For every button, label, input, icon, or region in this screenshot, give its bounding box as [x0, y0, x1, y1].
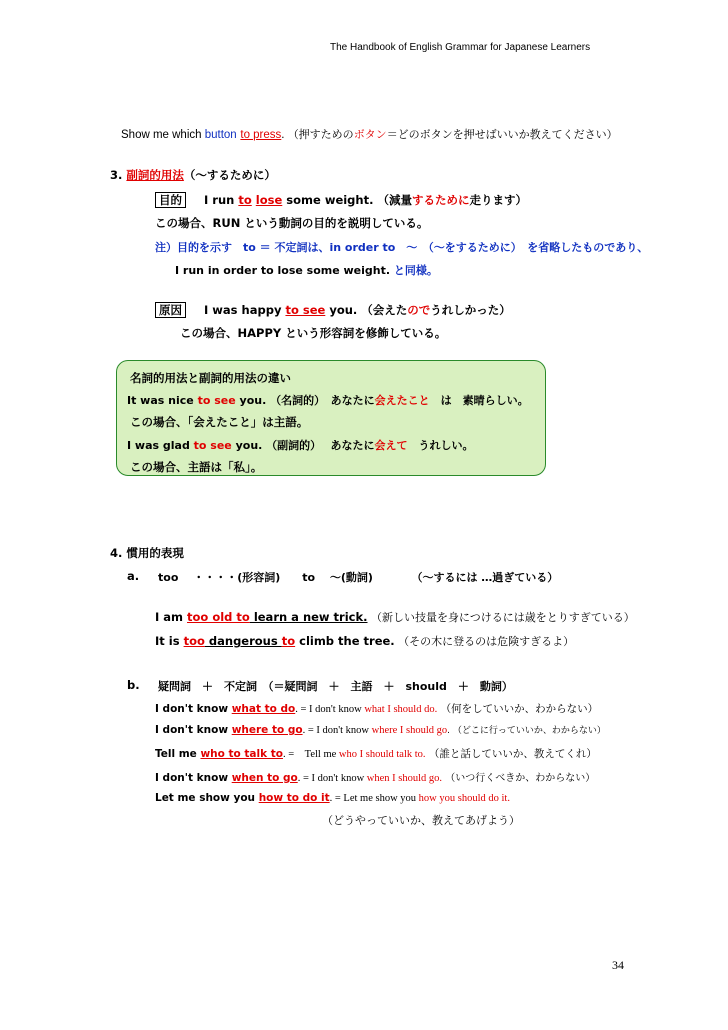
comparison-l3-d: 会えて	[374, 439, 408, 452]
section3-heading-title: 副詞的用法	[126, 168, 184, 182]
b4-b: when to go	[231, 772, 298, 784]
b4-c: . = I don't know	[297, 773, 367, 784]
b4-e: （いつ行くべきか、わからない）	[442, 773, 596, 784]
purpose-label: 目的	[155, 192, 186, 208]
wh-example-2	[155, 723, 606, 736]
comparison-line-noun	[127, 392, 529, 408]
a2-b: too	[183, 634, 205, 648]
intro-ja-a: （押すための	[287, 128, 354, 141]
intro-en-button: button	[204, 129, 237, 141]
comparison-line-adverb	[127, 437, 474, 453]
comparison-title: 名詞的用法と副詞的用法の違い	[130, 371, 291, 385]
cause-ex-b: to see	[285, 303, 326, 317]
a1-b: too old to	[187, 610, 250, 624]
a2-e: climb the tree.	[295, 634, 395, 648]
b2-d: where I should go	[371, 725, 448, 736]
b2-b: where to go	[231, 724, 303, 736]
section4-heading: 4. 慣用的表現	[110, 546, 184, 560]
intro-ja-b: ボタン	[353, 128, 387, 141]
comparison-l3-a: I was glad	[127, 439, 194, 452]
b1-e: （何をしていいか、わからない）	[437, 703, 599, 715]
cause-label: 原因	[155, 302, 186, 318]
wh-example-1	[155, 701, 598, 716]
pattern-b: 疑問詞 ＋ 不定詞 （＝疑問詞 ＋ 主語 ＋ should ＋ 動詞）	[158, 680, 513, 693]
b3-c: . = Tell me	[282, 749, 339, 760]
comparison-l3-e: うれしい。	[407, 439, 474, 452]
b4-d: when I should go.	[366, 773, 443, 784]
in-order-to-en: I run in order to lose some weight.	[175, 264, 391, 277]
wh-example-4	[155, 769, 595, 784]
pattern-a-label: a.	[127, 569, 140, 583]
a2-d: to	[281, 634, 296, 648]
intro-sentence	[121, 126, 618, 142]
too-example-2	[155, 633, 574, 649]
intro-en-a: Show me which	[121, 129, 205, 141]
in-order-to-ja: と同様。	[390, 264, 438, 277]
b3-a: Tell me	[155, 748, 201, 760]
b5-b: how to do it	[258, 792, 330, 804]
pattern-a: too ・・・・(形容詞) to ～(動詞) （～するには …過ぎている）	[158, 571, 559, 584]
page-number: 34	[612, 958, 624, 972]
purpose-ex-to: to	[238, 193, 252, 207]
cause-ex-e: うれしかった）	[430, 303, 511, 317]
b5-c: . = Let me show you	[329, 793, 419, 804]
section3-heading-rest: （～するために）	[183, 168, 276, 182]
a2-a: It is	[155, 634, 184, 648]
purpose-ex-b: some weight. （減量	[282, 193, 412, 207]
infinitive-note: 注）目的を示す to ＝ 不定詞は、in order to ～ （～をするために） を省略したものであり、	[155, 241, 649, 254]
comparison-line-noun-note: この場合、「会えたこと」は主語。	[130, 415, 309, 429]
b2-a: I don't know	[155, 724, 232, 736]
intro-en-topress: to press	[240, 129, 282, 141]
comparison-l1-c: you. （名詞的） あなたに	[235, 394, 375, 407]
too-example-1	[155, 609, 635, 625]
comparison-line-adverb-note: この場合、主語は「私」。	[130, 460, 263, 474]
b1-b: what to do	[231, 703, 296, 715]
comparison-l1-b: to see	[197, 394, 236, 407]
a1-d: （新しい技量を身につけるには歳をとりすぎている）	[367, 611, 635, 624]
wh-example-5	[155, 792, 510, 804]
b2-e: . （どこに行っていいか、わからない）	[447, 726, 606, 736]
b1-c: . = I don't know	[295, 704, 365, 715]
comparison-l1-d: 会えたこと	[374, 394, 430, 407]
page-header: The Handbook of English Grammar for Japanese Learners	[330, 42, 591, 53]
comparison-l3-b: to see	[193, 439, 232, 452]
b3-b: who to talk to	[200, 748, 283, 760]
purpose-ex-c: するために	[411, 193, 470, 207]
pattern-b-label: b.	[127, 678, 140, 692]
cause-ex-c: you. （会えた	[325, 303, 408, 317]
b4-a: I don't know	[155, 772, 232, 784]
b5-d: how you should do it.	[418, 793, 510, 804]
a1-c: learn a new trick.	[249, 610, 368, 624]
comparison-l3-c: you. （副詞的） あなたに	[231, 439, 375, 452]
intro-en-dot: .	[281, 129, 288, 141]
b5-a: Let me show you	[155, 792, 259, 804]
purpose-note: この場合、RUN という動詞の目的を説明している。	[155, 216, 429, 230]
b1-d: what I should do.	[364, 704, 438, 715]
purpose-ex-d: 走ります）	[469, 193, 527, 207]
cause-ex-d: ので	[407, 303, 431, 317]
wh-example-3	[155, 746, 597, 761]
a2-f: （その木に登るのは危険すぎるよ）	[394, 635, 575, 648]
intro-ja-c: ＝どのボタンを押せばいいか教えてください）	[386, 128, 618, 141]
b3-d: who I should talk to.	[338, 749, 426, 760]
section3-heading-num: 3.	[110, 168, 127, 182]
b2-c: . = I don't know	[302, 725, 372, 736]
purpose-example	[155, 192, 527, 208]
b1-a: I don't know	[155, 703, 232, 715]
a1-a: I am	[155, 610, 188, 624]
section3-heading	[110, 167, 276, 183]
cause-example	[155, 302, 511, 318]
purpose-ex-lose: lose	[255, 193, 283, 207]
cause-note: この場合、HAPPY という形容詞を修飾している。	[180, 326, 447, 340]
cause-ex-a: I was happy	[204, 303, 286, 317]
b3-e: （誰と話していいか、教えてくれ）	[425, 748, 597, 760]
in-order-to-example	[175, 262, 438, 278]
comparison-l1-a: It was nice	[127, 394, 198, 407]
a2-c: dangerous	[204, 634, 282, 648]
purpose-ex-a: I run	[204, 193, 239, 207]
comparison-l1-e: は 素晴らしい。	[429, 394, 529, 407]
wh-example-5-translation: （どうやっていいか、教えてあげよう）	[322, 814, 520, 827]
